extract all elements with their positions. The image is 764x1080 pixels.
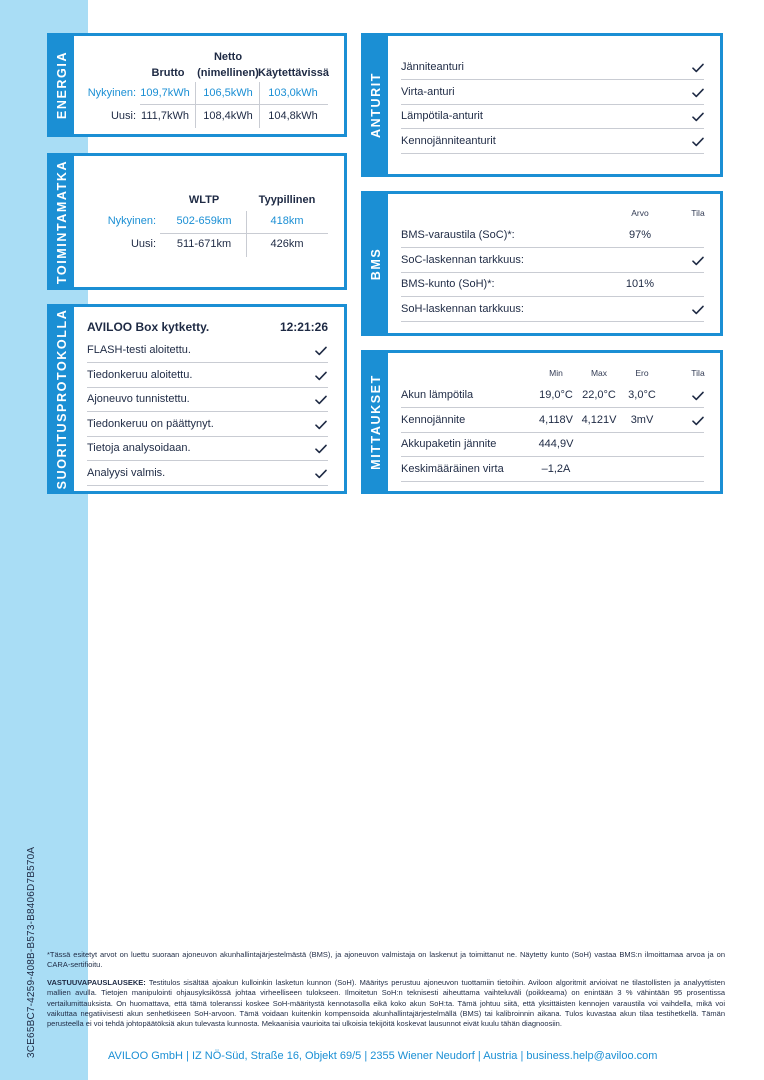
measurements-col-state: Tila <box>691 368 705 378</box>
measurement-label: Akun lämpötila <box>401 389 474 401</box>
protocol-label: SUORITUSPROTOKOLLA <box>55 308 69 490</box>
bms-col-value: Arvo <box>631 208 649 218</box>
bms-row-divider <box>401 296 704 297</box>
measurement-min: 4,118V <box>538 413 574 426</box>
sensor-divider <box>401 104 704 105</box>
sensor-label: Jänniteanturi <box>401 61 464 73</box>
sensors-label: ANTURIT <box>369 71 383 139</box>
check-icon <box>692 112 704 122</box>
check-icon <box>315 371 327 381</box>
bms-row-divider <box>401 272 704 273</box>
energy-current-label: Nykyinen: <box>87 87 136 99</box>
measurement-min: 19,0°C <box>539 389 573 401</box>
sensor-divider <box>401 153 704 154</box>
check-icon <box>315 469 327 479</box>
check-icon <box>692 88 704 98</box>
bms-row-value: 101% <box>625 278 655 291</box>
range-new-wltp: 511-671km <box>176 238 232 250</box>
energy-row-divider <box>140 104 328 105</box>
protocol-step-divider <box>87 485 328 486</box>
range-col-divider <box>246 211 247 257</box>
measurement-max: 4,121V <box>581 413 617 426</box>
measurements-col-diff: Ero <box>635 368 649 378</box>
bms-col-state: Tila <box>691 208 705 218</box>
energy-header-netto: Netto <box>213 51 243 63</box>
bms-row-divider <box>401 321 704 322</box>
sensors-label-band <box>364 36 388 174</box>
disclaimer-title: VASTUUVAPAUSLAUSEKE: <box>47 978 146 987</box>
protocol-title: AVILOO Box kytketty. <box>87 320 210 334</box>
check-icon <box>692 416 704 426</box>
measurement-max: 22,0°C <box>582 389 616 401</box>
protocol-step-label: Tiedonkeruu on päättynyt. <box>87 417 214 430</box>
protocol-step-label: Ajoneuvo tunnistettu. <box>87 393 190 406</box>
energy-new-label: Uusi: <box>110 110 136 122</box>
disclaimer <box>47 978 725 1029</box>
bms-row-label: BMS-varaustila (SoC)*: <box>401 229 515 241</box>
footer-contact: AVILOO GmbH | IZ NÖ-Süd, Straße 16, Objekt 69/5 | 2355 Wiener Neudorf | Austria | business.help@aviloo.com <box>108 1050 658 1062</box>
bms-row-label: BMS-kunto (SoH)*: <box>401 278 495 291</box>
bms-row-label: SoH-laskennan tarkkuus: <box>401 302 524 315</box>
energy-label-band <box>50 36 74 134</box>
check-icon <box>315 346 327 356</box>
measurement-min: 444,9V <box>538 438 574 451</box>
energy-new-net: 108,4kWh <box>203 110 253 122</box>
measurements-label: MITTAUKSET <box>369 374 383 470</box>
measurement-min: –1,2A <box>541 462 571 475</box>
bms-label-band <box>364 194 388 333</box>
bms-row-value: 97% <box>628 229 652 241</box>
check-icon <box>692 137 704 147</box>
disclaimer-text: Testitulos sisältää ajoakun kulloinkin lasketun kunnon (SoH). Määritys perustuu ajoneuvon tuottamiin tietoihin. Aviloon algoritmit arvioivat ne tilastollisten ja analyyttisten mallien avulla. Tietojen manipulointi ohjausyksikössä johtaa virheelliseen tulokseen. Ilmoitetun SoH:n teknisesti aiheuttama vaihteluväli (poikkeama) on enintään 3 % vähintään 95 prosentissa vertailumittauksista. On huomattava, että tämä toleranssi koskee SoH-määritystä kennotasolla eikä koko akun SoH:ta. Tämä johtuu siitä, että yksittäisten kennojen varaustila voi vaihdella, mikä voi vaikuttaa negatiivisesti akun senhetkiseen SoH-arvoon. Tämä voidaan kuitenkin kompensoida akunhallintajärjestelmällä (BMS) tai kalibroinnin aikana. Tulos kuvastaa akun tilaa testihetkellä. Tämän perusteella ei voi tehdä johtopäätöksiä akun tulevasta kunnosta. Mekaanisia vaurioita tai ulkoisia tekijöitä koskevat lausunnot eivät kuulu tähän diagnoosiin. <box>47 978 725 1029</box>
sensor-label: Kennojänniteanturit <box>401 134 496 147</box>
sensors-card <box>361 33 723 177</box>
check-icon <box>315 420 327 430</box>
measurement-divider <box>401 407 704 408</box>
range-new-typical: 426km <box>270 238 304 250</box>
protocol-label-band <box>50 307 74 491</box>
check-icon <box>315 395 327 405</box>
sensor-label: Virta-anturi <box>401 85 455 98</box>
range-header-typical: Tyypillinen <box>258 194 316 206</box>
sensor-divider <box>401 128 704 129</box>
energy-col-divider <box>195 82 196 128</box>
protocol-step-label: Tietoja analysoidaan. <box>87 442 191 455</box>
measurements-card <box>361 350 723 494</box>
footnote-bms: *Tässä esitetyt arvot on luettu suoraan ajoneuvon akunhallintajärjestelmästä (BMS), ja ajoneuvon valmistaja on laskenut ja toimittanut ne. Näytetty kunto (SoH) vastaa BMS:n ilmoittamaa arvoa ja on CARA-sertifioitu. <box>47 950 725 970</box>
measurements-col-min: Min <box>549 368 563 378</box>
range-header-wltp: WLTP <box>188 194 220 206</box>
measurement-label: Akkupaketin jännite <box>401 438 497 451</box>
measurement-diff: 3,0°C <box>628 389 656 401</box>
range-new-label: Uusi: <box>130 238 156 250</box>
energy-col-divider <box>259 82 260 128</box>
measurement-divider <box>401 481 704 482</box>
check-icon <box>692 305 704 315</box>
energy-card <box>47 33 347 137</box>
energy-current-gross: 109,7kWh <box>140 87 190 99</box>
measurements-col-max: Max <box>590 368 608 378</box>
energy-header-netto-sub: (nimellinen) <box>197 67 259 79</box>
protocol-step-divider <box>87 411 328 412</box>
protocol-step-divider <box>87 460 328 461</box>
range-row-divider <box>160 233 328 234</box>
sensor-label: Lämpötila-anturit <box>401 110 483 123</box>
energy-current-usable: 103,0kWh <box>268 87 318 99</box>
energy-new-usable: 104,8kWh <box>268 110 318 122</box>
range-card <box>47 153 347 290</box>
energy-new-gross: 111,7kWh <box>141 110 189 122</box>
measurement-divider <box>401 456 704 457</box>
sensor-divider <box>401 79 704 80</box>
energy-header-brutto: Brutto <box>151 67 185 79</box>
measurement-label: Kennojännite <box>401 413 466 426</box>
protocol-step-label: Tiedonkeruu aloitettu. <box>87 368 193 381</box>
protocol-step-label: FLASH-testi aloitettu. <box>87 344 191 356</box>
protocol-card <box>47 304 347 494</box>
energy-header-usable: Käytettävissä <box>258 67 329 79</box>
bms-row-label: SoC-laskennan tarkkuus: <box>401 253 524 266</box>
measurement-divider <box>401 432 704 433</box>
protocol-step-label: Analyysi valmis. <box>87 467 166 479</box>
check-icon <box>315 444 327 454</box>
range-current-wltp: 502-659km <box>176 215 232 227</box>
protocol-step-divider <box>87 436 328 437</box>
bms-card <box>361 191 723 336</box>
protocol-step-divider <box>87 362 328 363</box>
measurement-diff: 3mV <box>630 413 654 426</box>
bms-label: BMS <box>369 247 383 280</box>
range-current-typical: 418km <box>270 215 304 227</box>
measurement-label: Keskimääräinen virta <box>401 462 504 475</box>
check-icon <box>692 391 704 401</box>
energy-current-net: 106,5kWh <box>203 87 253 99</box>
check-icon <box>692 63 704 73</box>
measurements-label-band <box>364 353 388 491</box>
protocol-step-divider <box>87 387 328 388</box>
range-label-band <box>50 156 74 287</box>
document-id: 3CE65BC7-4259-408B-B573-B8406D7B570A <box>26 846 37 1058</box>
range-current-label: Nykyinen: <box>107 215 156 227</box>
bms-row-divider <box>401 247 704 248</box>
protocol-time: 12:21:26 <box>279 320 328 334</box>
check-icon <box>692 256 704 266</box>
range-label: TOIMINTAMATKA <box>55 159 69 284</box>
energy-label: ENERGIA <box>55 50 69 120</box>
